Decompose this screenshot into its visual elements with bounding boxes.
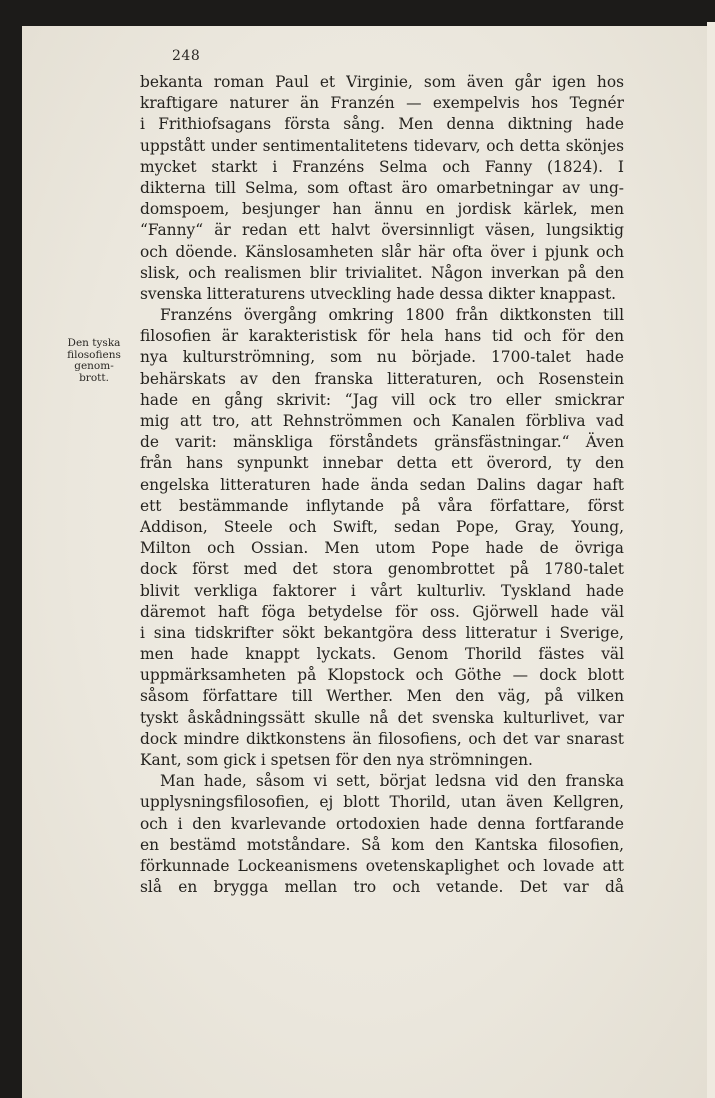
text-line: dikterna till Selma, som oftast äro omarbetningar av ung- — [140, 178, 624, 197]
page-edge — [707, 22, 715, 1098]
text-line: bekanta roman Paul et Virginie, som även går igen hos — [140, 73, 624, 91]
text-line: filosofien är karakteristisk för hela hans tid och för den — [140, 327, 624, 346]
text-line: mycket starkt i Franzéns Selma och Fanny (1824). I — [140, 157, 624, 176]
text-line: de varit: mänskliga förståndets gränsfästningar.“ Även — [140, 433, 624, 452]
text-line: Kant, som gick i spetsen för den nya strömningen. — [140, 751, 533, 769]
text-line: slå en brygga mellan tro och vetande. Det var då — [140, 878, 624, 897]
text-line: förkunnade Lockeanismens ovetenskaplighet och lovade att — [140, 856, 624, 875]
text-line: och i den kvarlevande ortodoxien hade denna fortfarande — [140, 814, 624, 833]
text-line: däremot haft föga betydelse för oss. Gjörwell hade väl — [140, 602, 624, 621]
text-line: från hans synpunkt innebar detta ett överord, ty den — [140, 454, 624, 473]
text-line: tyskt åskådningssätt skulle nå det svenska kulturlivet, var — [140, 708, 624, 727]
text-line: dock mindre diktkonstens än filosofiens, och det var snarast — [140, 729, 624, 748]
margin-note — [64, 338, 124, 384]
text-line: kraftigare naturer än Franzén — exempelvis hos Tegnér — [140, 94, 624, 113]
text-line: Franzéns övergång omkring 1800 från diktkonsten till — [160, 306, 624, 325]
text-line: i sina tidskrifter sökt bekantgöra dess litteratur i Sverige, — [140, 623, 624, 642]
text-line: mig att tro, att Rehnströmmen och Kanalen förbliva vad — [140, 412, 624, 430]
margin-note-line: genom- — [74, 360, 114, 372]
text-line: Addison, Steele och Swift, sedan Pope, Gray, Young, — [140, 517, 624, 536]
text-line: upplysningsfilosofien, ej blott Thorild, utan även Kellgren, — [140, 793, 624, 812]
margin-note-line: brott. — [79, 371, 109, 384]
text-line: i Frithiofsagans första sång. Men denna diktning hade — [140, 115, 624, 134]
text-line: engelska litteraturen hade ända sedan Dalins dagar haft — [140, 475, 624, 494]
text-line: “Fanny“ är redan ett halvt översinnligt väsen, lungsiktig — [140, 221, 624, 240]
margin-note-line: Den tyska — [67, 337, 121, 349]
text-line: Man hade, såsom vi sett, börjat ledsna vid den franska — [160, 772, 624, 791]
text-line: slisk, och realismen blir trivialitet. Någon inverkan på den — [140, 263, 624, 282]
text-line: nya kulturströmning, som nu började. 1700-talet hade — [140, 348, 624, 367]
text-line: Milton och Ossian. Men utom Pope hade de övriga — [140, 539, 624, 558]
text-line: ett bestämmande inflytande på våra författare, först — [140, 496, 624, 515]
body-text — [140, 72, 624, 898]
text-line: domspoem, besjunger han ännu en jordisk kärlek, men — [140, 200, 624, 219]
text-line: men hade knappt lyckats. Genom Thorild fästes väl — [140, 645, 624, 664]
text-line: en bestämd motståndare. Så kom den Kantska filosofien, — [140, 835, 624, 854]
text-line: behärskats av den franska litteraturen, och Rosenstein — [140, 369, 624, 388]
text-line: blivit verkliga faktorer i vårt kulturliv. Tyskland hade — [140, 581, 624, 600]
text-line: hade en gång skrivit: “Jag vill ock tro eller smickrar — [140, 390, 624, 409]
text-line: svenska litteraturens utveckling hade dessa dikter knappast. — [140, 284, 617, 303]
text-line: dock först med det stora genombrottet på 1780-talet — [140, 560, 624, 579]
text-line: uppstått under sentimentalitetens tidevarv, och detta skönjes — [140, 136, 624, 155]
margin-note-line: filosofiens — [67, 348, 121, 361]
page-number: 248 — [172, 48, 201, 64]
text-line: såsom författare till Werther. Men den väg, på vilken — [140, 687, 624, 706]
text-line: och döende. Känslosamheten slår här ofta över i pjunk och — [140, 242, 624, 261]
text-line: uppmärksamheten på Klopstock och Göthe — dock blott — [140, 666, 624, 685]
